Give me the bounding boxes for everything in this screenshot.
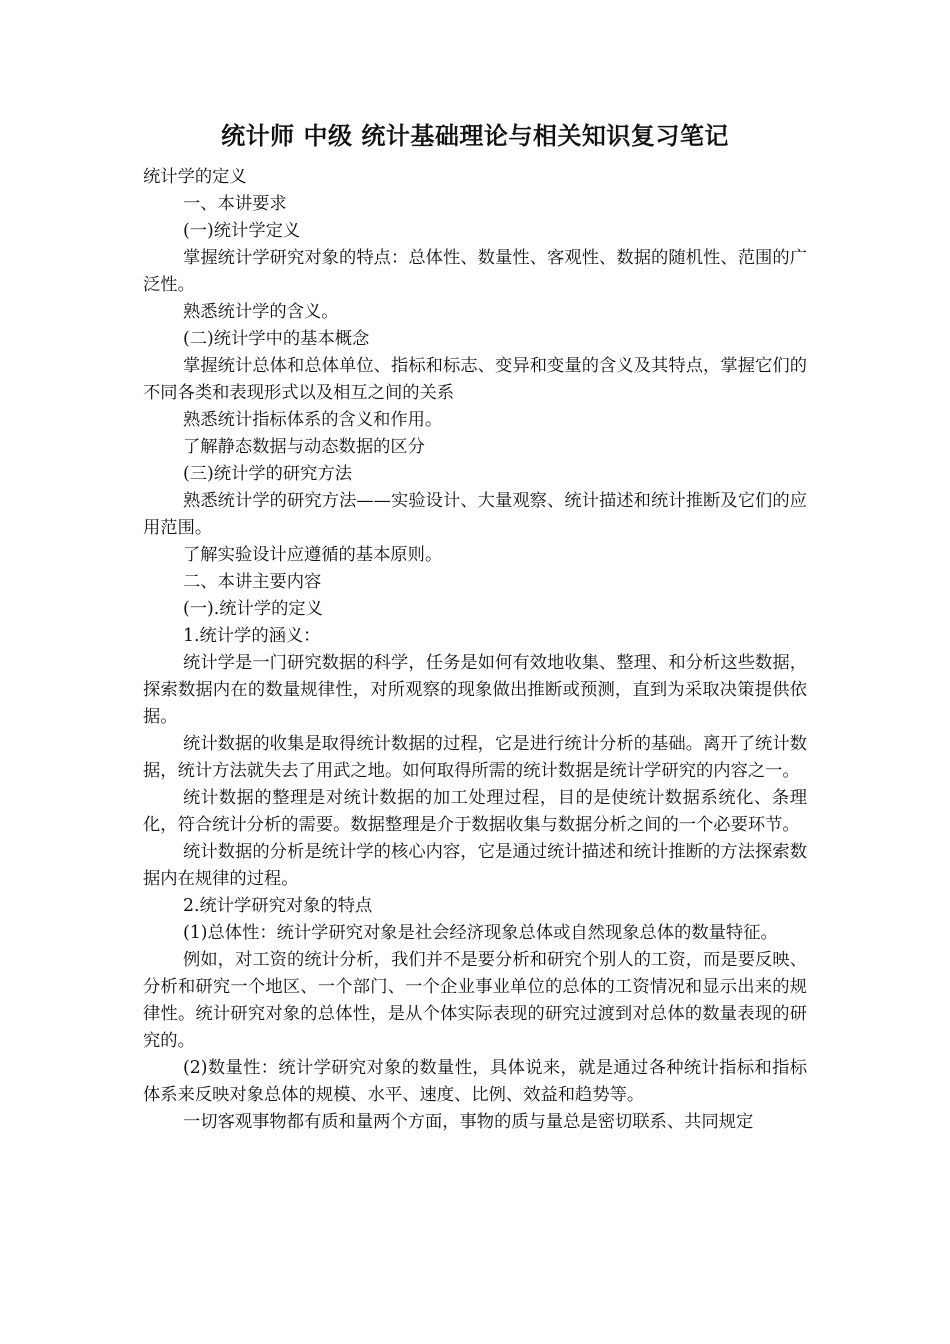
section-heading: 统计学的定义 — [143, 167, 247, 187]
paragraph: 例如，对工资的统计分析，我们并不是要分析和研究个别人的工资，而是要反映、分析和研究一个地区、一个部门、一个企业事业单位的总体的工资情况和显示出来的规律性。统计研究对象的总体性，是从个体实际表现的研究过渡到对总体的数量表现的研究的。 — [143, 950, 807, 1051]
paragraph: 统计数据的收集是取得统计数据的过程，它是进行统计分析的基础。离开了统计数据，统计方法就失去了用武之地。如何取得所需的统计数据是统计学研究的内容之一。 — [143, 734, 807, 781]
subheading: 二、本讲主要内容 — [183, 572, 322, 592]
subheading: (一).统计学的定义 — [183, 599, 323, 619]
paragraph: (1)总体性：统计学研究对象是社会经济现象总体或自然现象总体的数量特征。 — [183, 923, 778, 943]
subheading: 1.统计学的涵义： — [183, 626, 321, 646]
paragraph: 掌握统计学研究对象的特点：总体性、数量性、客观性、数据的随机性、范围的广泛性。 — [143, 248, 807, 295]
subheading: (二)统计学中的基本概念 — [183, 329, 370, 349]
paragraph: 了解实验设计应遵循的基本原则。 — [183, 545, 443, 565]
paragraph: 熟悉统计学的含义。 — [183, 302, 339, 322]
subheading: 2.统计学研究对象的特点 — [183, 896, 373, 916]
paragraph: 熟悉统计学的研究方法——实验设计、大量观察、统计描述和统计推断及它们的应用范围。 — [143, 491, 807, 538]
subheading: (一)统计学定义 — [183, 221, 301, 241]
paragraph: 统计数据的整理是对统计数据的加工处理过程，目的是使统计数据系统化、条理化，符合统计分析的需要。数据整理是介于数据收集与数据分析之间的一个必要环节。 — [143, 788, 807, 835]
paragraph: 统计数据的分析是统计学的核心内容，它是通过统计描述和统计推断的方法探索数据内在规律的过程。 — [143, 842, 807, 889]
subheading: (三)统计学的研究方法 — [183, 464, 353, 484]
paragraph: 掌握统计总体和总体单位、指标和标志、变异和变量的含义及其特点，掌握它们的不同各类和表现形式以及相互之间的关系 — [143, 356, 807, 403]
paragraph: 统计学是一门研究数据的科学，任务是如何有效地收集、整理、和分析这些数据，探索数据内在的数量规律性，对所观察的现象做出推断或预测，直到为采取决策提供依据。 — [143, 653, 807, 727]
document-title: 统计师 中级 统计基础理论与相关知识复习笔记 — [221, 122, 729, 150]
paragraph: 一切客观事物都有质和量两个方面，事物的质与量总是密切联系、共同规定 — [183, 1112, 754, 1132]
paragraph: 熟悉统计指标体系的含义和作用。 — [183, 410, 443, 430]
paragraph: 了解静态数据与动态数据的区分 — [183, 437, 425, 457]
document-body — [143, 164, 807, 1136]
subheading: 一、本讲要求 — [183, 194, 287, 214]
paragraph: (2)数量性：统计学研究对象的数量性，具体说来，就是通过各种统计指标和指标体系来反映对象总体的规模、水平、速度、比例、效益和趋势等。 — [143, 1058, 807, 1105]
